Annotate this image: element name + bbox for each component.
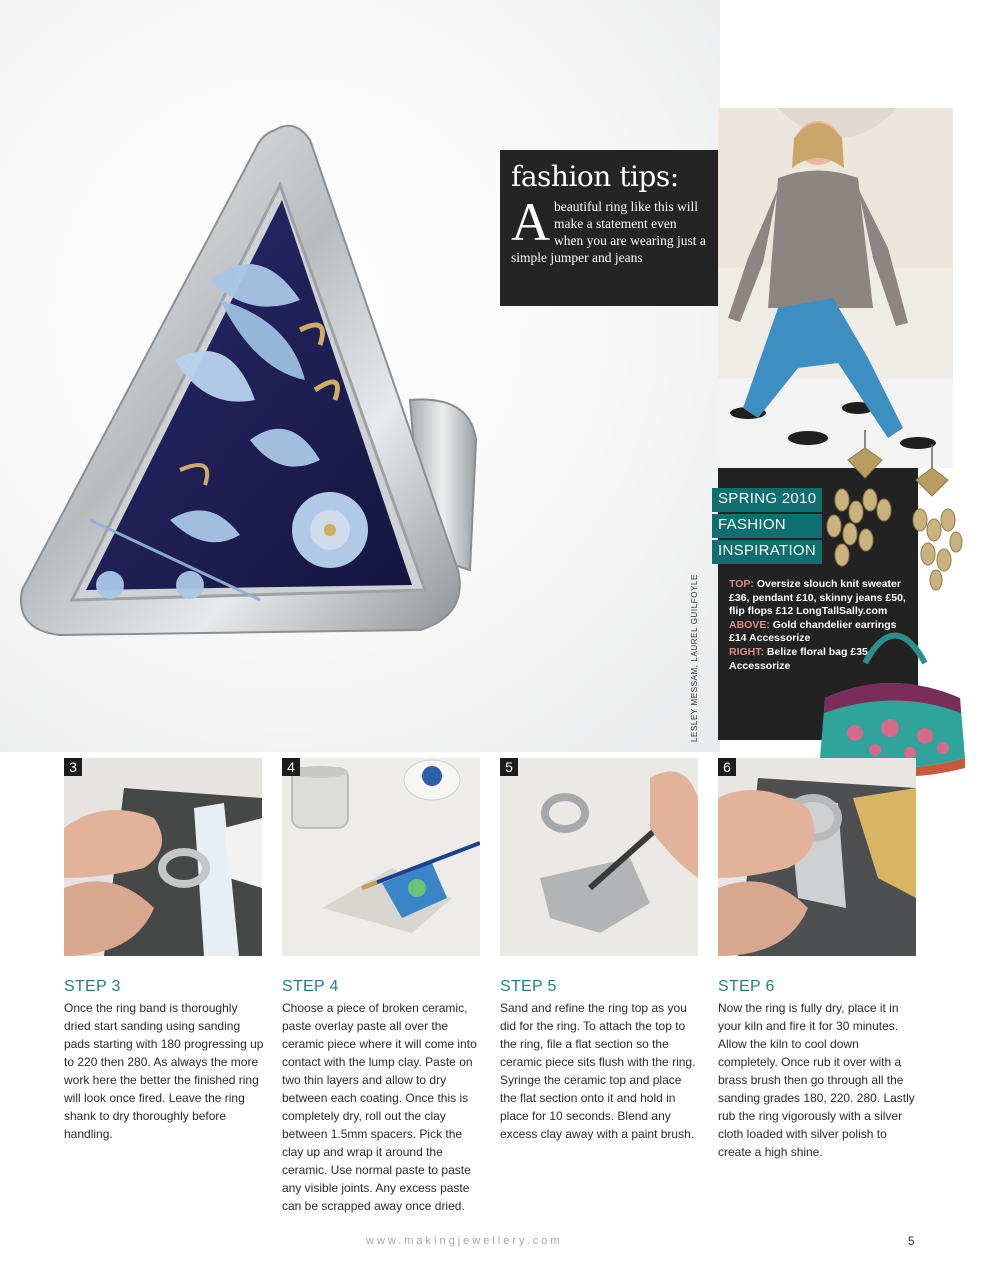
credit-above-key: ABOVE: xyxy=(729,618,770,631)
step-3-text: Once the ring band is thoroughly dried start sanding using sanding pads starting with 180 progressing up to 220 then 280. As always the more work here the better the finished ring will look once fired. Leave the ring shank to dry thoroughly before handling. xyxy=(64,1001,264,1141)
step-3-photo xyxy=(64,758,262,956)
step-4-title: STEP 4 xyxy=(282,978,339,995)
credit-right-text: Belize floral bag £35 Accessorize xyxy=(729,645,868,672)
step-4-photo xyxy=(282,758,480,956)
spring-banner-line: INSPIRATION xyxy=(715,541,819,561)
credit-top-text: Oversize slouch knit sweater £36, pendant £10, skinny jeans £50, flip flops £12 LongTallSally.com xyxy=(729,578,906,618)
step-6-title: STEP 6 xyxy=(718,978,775,995)
step-6-photo xyxy=(718,758,916,956)
step-3-number: 3 xyxy=(64,758,82,776)
step-6-number: 6 xyxy=(718,758,736,776)
page-number: 5 xyxy=(908,1234,915,1248)
step-5-number: 5 xyxy=(500,758,518,776)
step-4-text: Choose a piece of broken ceramic, paste overlay paste all over the ceramic piece where it will come into contact with the lump clay. Paste on two thin layers and allow to dry between each coating. Once this is completely dry, roll out the clay between 1.5mm spacers. Pick the clay up and wrap it around the ceramic. Use normal paste to paste any visible joints. Any excess paste can be scrapped away once dried. xyxy=(282,1001,477,1213)
footer-url: www.makingjewellery.com xyxy=(366,1235,563,1247)
step-5-text: Sand and refine the ring top as you did for the ring. To attach the top to the ring, file a flat section so the ceramic piece sits flush with the ring. Syringe the ceramic top and place the flat section onto it and hold in place for 10 seconds. Blend any excess clay away with a paint brush. xyxy=(500,1001,696,1141)
fashion-tips-dropcap: A xyxy=(511,192,550,252)
spring-banner-line: FASHION xyxy=(715,515,789,535)
fashion-tips-text: beautiful ring like this will make a statement even when you are wearing just a simple jumper and jeans xyxy=(511,199,706,265)
model-photo xyxy=(718,108,953,468)
step-5-photo xyxy=(500,758,698,956)
ring-hero-photo xyxy=(0,0,720,752)
spring-banner xyxy=(712,488,822,566)
step-6-text: Now the ring is fully dry, place it in your kiln and fire it for 30 minutes. Allow the kiln to cool down completely. Once rub it over with a brass brush then go through all the sanding grades 180, 220. 280. Lastly rub the ring vigorously with a silver cloth loaded with silver polish to create a high shine. xyxy=(718,1001,915,1159)
fashion-tips-title: fashion tips: xyxy=(511,160,679,193)
step-4-number: 4 xyxy=(282,758,300,776)
spring-banner-line: SPRING 2010 xyxy=(715,489,819,509)
credit-right-key: RIGHT: xyxy=(729,645,764,658)
step-3-title: STEP 3 xyxy=(64,978,121,995)
photo-credit: LESLEY MESSAM, LAUREL GUILFOYLE xyxy=(690,574,699,742)
step-5-title: STEP 5 xyxy=(500,978,557,995)
earrings-photo xyxy=(820,430,970,605)
credit-top-key: TOP: xyxy=(729,578,754,590)
fashion-tips-box xyxy=(500,150,718,306)
credit-above-text: Gold chandelier earrings £14 Accessorize xyxy=(729,618,897,645)
fashion-tips-body xyxy=(511,192,708,266)
